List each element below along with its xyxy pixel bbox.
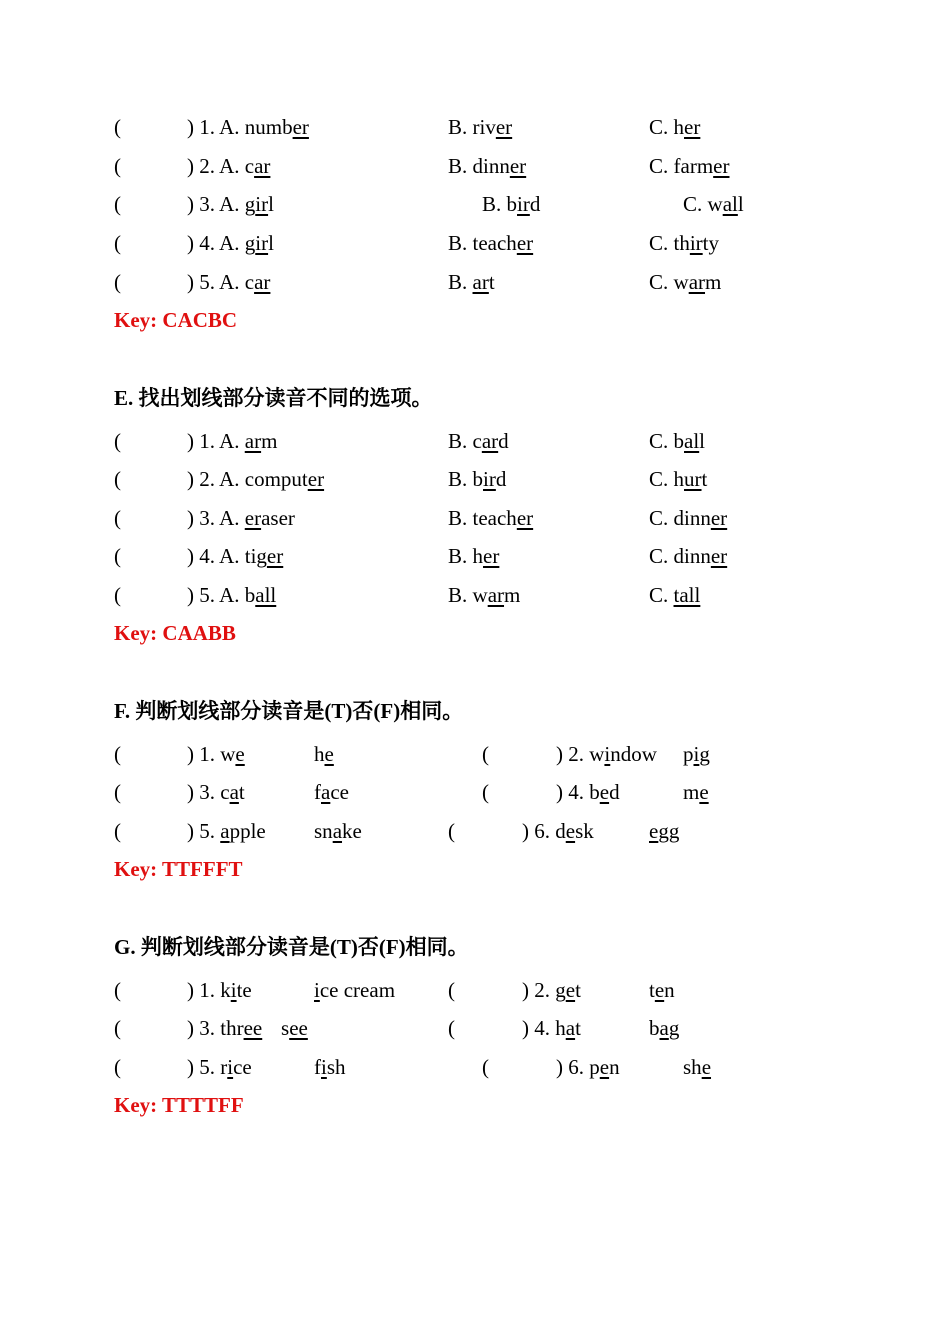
word-part: B. riv <box>448 115 496 139</box>
underlined-part: e <box>235 742 245 766</box>
section-heading: G. 判断划线部分读音是(T)否(F)相同。 <box>114 935 469 959</box>
word-part: d <box>609 780 620 804</box>
word-part: thr <box>220 1016 244 1040</box>
word-part: B. teach <box>448 506 517 530</box>
word-part: tig <box>244 544 267 568</box>
word-one <box>187 816 266 846</box>
word-part: h <box>314 742 325 766</box>
word-part: ce cream <box>319 978 396 1002</box>
underlined-part: tall <box>673 583 701 607</box>
question-number: ) 6. <box>556 1055 590 1079</box>
underlined-part: ar <box>254 270 271 294</box>
word-one <box>556 739 657 769</box>
option-c <box>649 112 700 142</box>
answer-key: Key: CACBC <box>114 308 238 332</box>
underlined-part: i <box>693 742 700 766</box>
question-number: ) 1. A. <box>187 429 245 453</box>
word-part: B. teach <box>448 231 517 255</box>
option-a <box>187 541 283 571</box>
answer-key: Key: TTFFFT <box>114 857 243 881</box>
word-one <box>522 975 581 1005</box>
word-part: b <box>589 780 600 804</box>
answer-paren[interactable]: ( <box>114 1055 121 1079</box>
underlined-part: e <box>324 742 334 766</box>
f-question-row <box>0 739 950 769</box>
e-question-row <box>0 426 950 456</box>
word-part: m <box>683 780 700 804</box>
word-two <box>683 739 710 769</box>
answer-paren[interactable]: ( <box>114 506 121 530</box>
word-part: m <box>504 583 521 607</box>
option-c <box>649 541 727 571</box>
word-two <box>683 777 709 807</box>
question-number: ) 1. <box>187 742 221 766</box>
underlined-part: ir <box>255 231 269 255</box>
word-part: n <box>664 978 675 1002</box>
underlined-part: er <box>684 115 701 139</box>
option-b <box>482 189 540 219</box>
word-part: C. w <box>649 270 689 294</box>
word-part: c <box>220 780 230 804</box>
word-part: t <box>575 1016 581 1040</box>
underlined-part: a <box>659 1016 669 1040</box>
option-b <box>448 464 506 494</box>
word-part: f <box>314 780 321 804</box>
word-part: ce <box>233 1055 252 1079</box>
d-question-row <box>0 151 950 181</box>
answer-paren[interactable]: ( <box>114 467 121 491</box>
underlined-part: ir <box>689 231 703 255</box>
word-part: ke <box>342 819 362 843</box>
word-part: g <box>244 231 256 255</box>
word-part: comput <box>244 467 308 491</box>
underlined-part: i <box>604 742 611 766</box>
e-question-row <box>0 580 950 610</box>
underlined-part: a <box>220 819 230 843</box>
d-question-row <box>0 112 950 142</box>
word-part: t <box>488 270 495 294</box>
option-b <box>448 541 499 571</box>
word-part: d <box>498 429 509 453</box>
section-heading: E. 找出划线部分读音不同的选项。 <box>114 386 433 410</box>
underlined-part: ee <box>243 1016 263 1040</box>
option-c <box>649 464 707 494</box>
word-part: B. h <box>448 544 484 568</box>
option-c <box>649 580 700 610</box>
word-two <box>314 975 395 1005</box>
underlined-part: ur <box>684 467 702 491</box>
word-part: C. th <box>649 231 690 255</box>
option-c <box>649 151 729 181</box>
word-two <box>683 1052 711 1082</box>
underlined-part: ar <box>487 583 505 607</box>
underlined-part: er <box>307 467 325 491</box>
f-question-row <box>0 816 950 846</box>
word-part: sh <box>683 1055 702 1079</box>
question-number: ) 2. <box>522 978 556 1002</box>
word-one <box>556 777 620 807</box>
underlined-part: a <box>229 780 239 804</box>
word-part: c <box>244 154 255 178</box>
question-number: ) 5. <box>187 819 221 843</box>
answer-paren[interactable]: ( <box>114 1016 121 1040</box>
word-one <box>522 816 594 846</box>
word-part: aser <box>261 506 295 530</box>
word-part: m <box>261 429 278 453</box>
underlined-part: al <box>722 192 738 216</box>
underlined-part: e <box>649 819 659 843</box>
word-part: te <box>236 978 252 1002</box>
word-part: s <box>281 1016 290 1040</box>
word-part: gg <box>658 819 680 843</box>
word-part: B. c <box>448 429 482 453</box>
word-part: p <box>589 1055 600 1079</box>
underlined-part: e <box>565 978 576 1002</box>
word-part: B. b <box>448 467 484 491</box>
word-part: t <box>701 467 708 491</box>
underlined-part: a <box>332 819 343 843</box>
e-question-row <box>0 464 950 494</box>
word-part: d <box>529 192 541 216</box>
question-number: ) 1. A. <box>187 115 245 139</box>
word-part: l <box>268 192 274 216</box>
word-part: C. h <box>649 467 685 491</box>
word-part: r <box>220 1055 228 1079</box>
word-part: C. farm <box>649 154 714 178</box>
underlined-part: e <box>699 780 709 804</box>
underlined-part: e <box>654 978 665 1002</box>
word-part: C. h <box>649 115 685 139</box>
question-number: ) 3. <box>187 780 221 804</box>
answer-paren[interactable]: ( <box>448 978 455 1002</box>
word-two <box>314 1052 346 1082</box>
word-one <box>187 1013 262 1043</box>
question-number: ) 5. <box>187 1055 221 1079</box>
word-part: sk <box>575 819 594 843</box>
section-heading: F. 判断划线部分读音是(T)否(F)相同。 <box>114 699 464 723</box>
question-number: ) 2. A. <box>187 154 245 178</box>
underlined-part: er <box>516 231 534 255</box>
option-c <box>683 189 744 219</box>
underlined-part: er <box>710 506 728 530</box>
underlined-part: e <box>599 780 610 804</box>
answer-key: Key: CAABB <box>114 621 236 645</box>
word-part: l <box>737 192 744 216</box>
question-number: ) 6. <box>522 819 556 843</box>
word-part: sn <box>314 819 333 843</box>
word-part: t <box>238 780 245 804</box>
option-b <box>448 426 509 456</box>
answer-paren[interactable]: ( <box>114 978 121 1002</box>
question-number: ) 1. <box>187 978 221 1002</box>
option-b <box>448 112 512 142</box>
word-part: B. b <box>482 192 518 216</box>
word-one <box>187 1052 252 1082</box>
word-one <box>187 739 245 769</box>
option-a <box>187 580 276 610</box>
option-a <box>187 151 270 181</box>
word-two <box>314 777 349 807</box>
word-part: ndow <box>610 742 657 766</box>
word-part: g <box>699 742 710 766</box>
option-b <box>448 503 533 533</box>
underlined-part: ar <box>254 154 271 178</box>
answer-paren[interactable]: ( <box>114 742 121 766</box>
underlined-part: a <box>565 1016 576 1040</box>
underlined-part: ar <box>244 429 262 453</box>
answer-paren[interactable]: ( <box>114 819 121 843</box>
answer-paren[interactable]: ( <box>114 780 121 804</box>
underlined-part: er <box>713 154 730 178</box>
word-part: C. dinn <box>649 544 711 568</box>
question-number: ) 4. <box>522 1016 556 1040</box>
underlined-part: er <box>292 115 309 139</box>
answer-paren[interactable]: ( <box>482 780 489 804</box>
question-number: ) 2. <box>556 742 590 766</box>
word-part: d <box>555 819 566 843</box>
question-number: ) 3. A. <box>187 506 245 530</box>
underlined-part: er <box>495 115 513 139</box>
option-a <box>187 189 274 219</box>
answer-paren[interactable]: ( <box>114 429 121 453</box>
underlined-part: i <box>227 1055 234 1079</box>
word-two <box>314 816 362 846</box>
answer-paren[interactable]: ( <box>114 231 121 255</box>
word-part: g <box>555 978 566 1002</box>
word-two <box>649 1013 679 1043</box>
question-number: ) 3. A. <box>187 192 245 216</box>
underlined-part: i <box>321 1055 327 1079</box>
word-part: w <box>220 742 236 766</box>
word-one <box>187 975 252 1005</box>
word-part: ty <box>702 231 720 255</box>
word-part: h <box>555 1016 566 1040</box>
option-c <box>649 426 705 456</box>
underlined-part: i <box>230 978 237 1002</box>
word-two <box>649 975 675 1005</box>
underlined-part: i <box>314 978 320 1002</box>
answer-paren[interactable]: ( <box>114 115 121 139</box>
word-part: B. <box>448 270 473 294</box>
underlined-part: al <box>684 429 700 453</box>
word-part: l <box>699 429 706 453</box>
underlined-part: e <box>565 819 576 843</box>
e-question-row <box>0 541 950 571</box>
underlined-part: ar <box>472 270 489 294</box>
underlined-part: a <box>321 780 331 804</box>
d-question-row <box>0 267 950 297</box>
underlined-part: ir <box>517 192 530 216</box>
d-question-row <box>0 189 950 219</box>
word-part: g <box>668 1016 680 1040</box>
question-number: ) 3. <box>187 1016 221 1040</box>
option-a <box>187 112 309 142</box>
word-two <box>649 816 679 846</box>
word-part: t <box>575 978 581 1002</box>
f-question-row <box>0 777 950 807</box>
word-part: m <box>705 270 722 294</box>
word-part: k <box>220 978 231 1002</box>
word-one <box>522 1013 581 1043</box>
word-part: p <box>683 742 694 766</box>
option-a <box>187 426 277 456</box>
e-question-row <box>0 503 950 533</box>
answer-paren[interactable]: ( <box>482 742 489 766</box>
underlined-part: er <box>516 506 534 530</box>
underlined-part: er <box>710 544 728 568</box>
answer-paren[interactable]: ( <box>114 270 121 294</box>
answer-paren[interactable]: ( <box>114 154 121 178</box>
option-c <box>649 267 721 297</box>
g-question-row <box>0 1013 950 1043</box>
word-part: pple <box>229 819 266 843</box>
option-a <box>187 464 324 494</box>
word-one <box>187 777 245 807</box>
answer-paren[interactable]: ( <box>114 583 121 607</box>
g-question-row <box>0 975 950 1005</box>
option-b <box>448 151 526 181</box>
question-number: ) 4. A. <box>187 231 245 255</box>
word-two <box>314 739 334 769</box>
underlined-part: ar <box>481 429 499 453</box>
word-part: n <box>609 1055 620 1079</box>
word-part: f <box>314 1055 321 1079</box>
question-number: ) 5. A. <box>187 583 245 607</box>
option-a <box>187 267 270 297</box>
underlined-part: er <box>266 544 284 568</box>
underlined-part: er <box>483 544 500 568</box>
underlined-part: er <box>244 506 262 530</box>
word-part: b <box>649 1016 660 1040</box>
question-number: ) 4. A. <box>187 544 245 568</box>
d-question-row <box>0 228 950 258</box>
underlined-part: ar <box>688 270 706 294</box>
question-number: ) 2. A. <box>187 467 245 491</box>
question-number: ) 4. <box>556 780 590 804</box>
word-part: g <box>244 192 256 216</box>
word-part: l <box>268 231 274 255</box>
option-a <box>187 228 274 258</box>
word-part: C. b <box>649 429 685 453</box>
word-part: d <box>495 467 507 491</box>
word-two <box>281 1013 308 1043</box>
word-part: C. <box>649 583 674 607</box>
word-part: C. w <box>683 192 723 216</box>
answer-paren[interactable]: ( <box>114 544 121 568</box>
answer-paren[interactable]: ( <box>114 192 121 216</box>
word-part: B. w <box>448 583 488 607</box>
option-b <box>448 228 533 258</box>
answer-paren[interactable]: ( <box>448 819 455 843</box>
word-part: w <box>589 742 605 766</box>
underlined-part: er <box>509 154 527 178</box>
answer-paren[interactable]: ( <box>448 1016 455 1040</box>
underlined-part: ee <box>289 1016 308 1040</box>
option-c <box>649 503 727 533</box>
underlined-part: ir <box>255 192 269 216</box>
word-part: ce <box>330 780 349 804</box>
question-number: ) 5. A. <box>187 270 245 294</box>
word-part: B. dinn <box>448 154 510 178</box>
word-part: t <box>649 978 655 1002</box>
word-part: sh <box>326 1055 346 1079</box>
option-a <box>187 503 295 533</box>
word-part: b <box>244 583 256 607</box>
underlined-part: ir <box>483 467 496 491</box>
option-b <box>448 267 495 297</box>
underlined-part: all <box>255 583 277 607</box>
answer-paren[interactable]: ( <box>482 1055 489 1079</box>
underlined-part: e <box>701 1055 712 1079</box>
word-one <box>556 1052 620 1082</box>
g-question-row <box>0 1052 950 1082</box>
word-part: C. dinn <box>649 506 711 530</box>
word-part: numb <box>244 115 293 139</box>
answer-key: Key: TTTTFF <box>114 1093 244 1117</box>
option-b <box>448 580 520 610</box>
underlined-part: e <box>599 1055 610 1079</box>
option-c <box>649 228 719 258</box>
word-part: c <box>244 270 255 294</box>
